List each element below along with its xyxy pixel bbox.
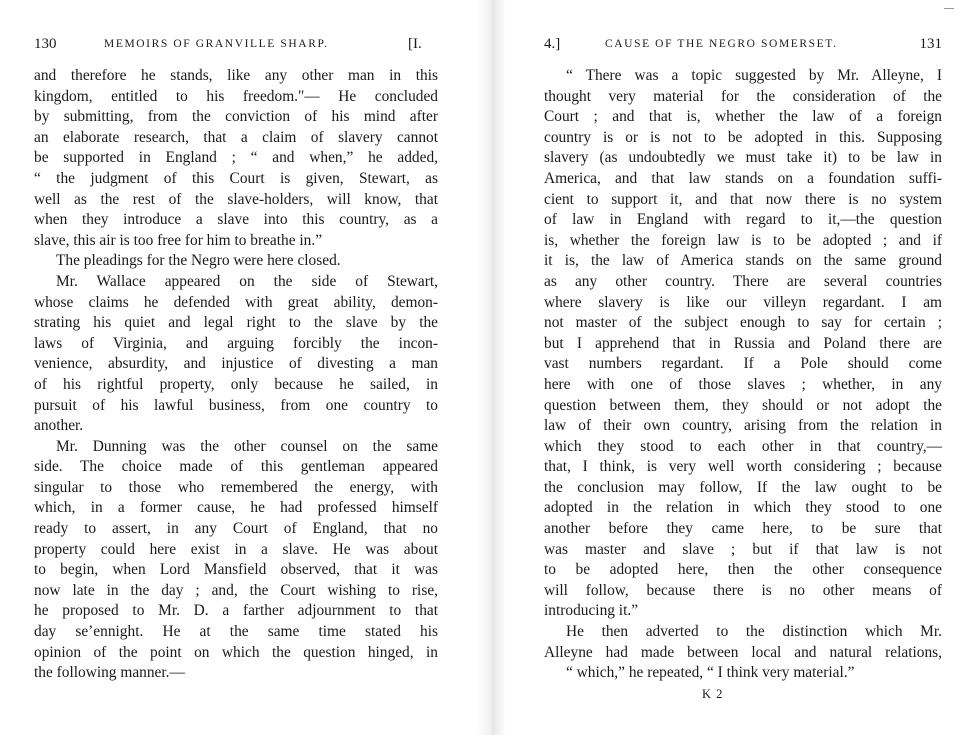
text-line: another before they came here, to be sure that (544, 520, 942, 538)
text-line: is, whether the foreign law is to be adopted ; and if (544, 231, 942, 249)
text-line: side. The choice made of this gentleman appeared (34, 458, 438, 476)
text-line: singular to those who remembered the energy, with (34, 478, 438, 496)
right-running-title: CAUSE OF THE NEGRO SOMERSET. (605, 38, 838, 50)
text-line: venience, absurdity, and injustice of divesting a man (34, 355, 438, 373)
text-line: day se’ennight. He at the same time stated his (34, 623, 438, 641)
text-line: well as the rest of the slave-holders, will know, that (34, 190, 438, 208)
left-running-title: MEMOIRS OF GRANVILLE SHARP. (104, 38, 329, 50)
text-line: Mr. Dunning was the other counsel on the same (56, 437, 438, 455)
text-line: He then adverted to the distinction which Mr. (566, 623, 942, 641)
text-line: here with one of those slaves ; whether, in any (544, 375, 942, 393)
text-line: The pleadings for the Negro were here closed. (56, 252, 341, 270)
text-line: as any other country. There are several countries (544, 272, 942, 290)
text-line: he proposed to Mr. D. a farther adjournment to that (34, 602, 438, 620)
text-line: opinion of the point on which the question hinged, in (34, 643, 438, 661)
text-line: pursuit of his lawful business, from one country to (34, 396, 438, 414)
text-line: introducing it.” (544, 602, 639, 620)
text-line: slave, this air is too free for him to breathe in.” (34, 231, 323, 249)
text-line: Mr. Wallace appeared on the side of Stewart, (56, 272, 438, 290)
text-line: “ which,” he repeated, “ I think very material.” (566, 664, 855, 682)
right-page (544, 0, 942, 735)
text-line: property could here exist in a slave. He was about (34, 540, 438, 558)
text-line: cient to support it, and that now there is no system (544, 190, 942, 208)
text-line: the conclusion may follow, If the law ought to be (544, 478, 942, 496)
left-running-head (34, 36, 438, 56)
text-line: when they introduce a slave into this country, as a (34, 211, 438, 229)
text-line: slavery (as undoubtedly we must take it) to be law in (544, 149, 942, 167)
text-line: and therefore he stands, like any other man in this (34, 67, 438, 84)
text-line: the following manner.— (34, 664, 185, 682)
text-line: to begin, when Lord Mansfield observed, that it was (34, 561, 438, 579)
text-line: but I apprehend that in Russia and Poland there are (544, 334, 942, 352)
text-line: an elaborate research, that a claim of slavery cannot (34, 128, 438, 146)
text-line: “ the judgment of this Court is given, Stewart, as (34, 169, 438, 187)
signature-mark: K 2 (702, 686, 724, 701)
text-line: not master of the subject enough to say for certain ; (544, 314, 942, 332)
text-line: question between them, they should or not adopt the (544, 396, 942, 414)
right-page-text (544, 66, 942, 704)
left-page (34, 0, 438, 735)
page-gutter (476, 0, 506, 735)
text-line: which they stood to each other in that country,— (544, 437, 942, 455)
right-section-mark: 4.] (544, 36, 561, 52)
text-line: will follow, because there is no other means of (544, 581, 942, 599)
text-line: it is, the law of America stands on the same ground (544, 252, 942, 270)
text-line: whose claims he defended with great ability, demon- (34, 293, 438, 311)
text-line: strating his quiet and legal right to the slave by the (34, 314, 438, 332)
text-line: that, I think, is very well worth considering ; because (544, 458, 942, 476)
text-line: ready to assert, in any Court of England, that no (34, 520, 438, 538)
scan-mark (944, 8, 954, 9)
text-line: America, and that law stands on a foundation suffi- (544, 169, 942, 187)
text-line: of his rightful property, only because he sailed, in (34, 375, 438, 393)
text-line: Alleyne had made between local and natural relations, (544, 643, 942, 661)
text-line: of law in England with regard to it,—the question (544, 211, 942, 229)
right-page-number: 131 (919, 36, 942, 52)
text-line: another. (34, 417, 84, 435)
text-line: adopted in the relation in which they stood to one (544, 499, 942, 517)
text-line: now late in the day ; and, the Court wishing to rise, (34, 581, 438, 599)
text-line: be supported in England ; “ and when,” he added, (34, 149, 438, 167)
left-page-number: 130 (34, 36, 57, 52)
text-line: which, in a former cause, he had professed himself (34, 499, 438, 517)
text-line: where slavery is like our villeyn regardant. I am (544, 293, 942, 311)
text-line: Court ; and that is, whether the law of a foreign (544, 108, 942, 126)
left-page-text (34, 66, 438, 684)
text-line: by submitting, from the conviction of his mind after (34, 108, 438, 126)
text-line: vast numbers regardant. If a Pole should come (544, 355, 942, 373)
text-line: thought very material for the consideration of the (544, 87, 942, 105)
text-line: “ There was a topic suggested by Mr. Alleyne, I (566, 67, 942, 84)
left-section-mark: [I. (408, 36, 422, 52)
text-line: laws of Virginia, and arguing forcibly the incon- (34, 334, 438, 352)
text-line: law of their own country, arising from the relation in (544, 417, 942, 435)
text-line: kingdom, entitled to his freedom."— He concluded (34, 87, 438, 105)
text-line: was master and slave ; but if that law is not (544, 540, 942, 558)
text-line: country is or is not to be adopted in this. Supposing (544, 128, 942, 146)
text-line: to be adopted here, then the other consequence (544, 561, 942, 579)
right-running-head (544, 36, 942, 56)
